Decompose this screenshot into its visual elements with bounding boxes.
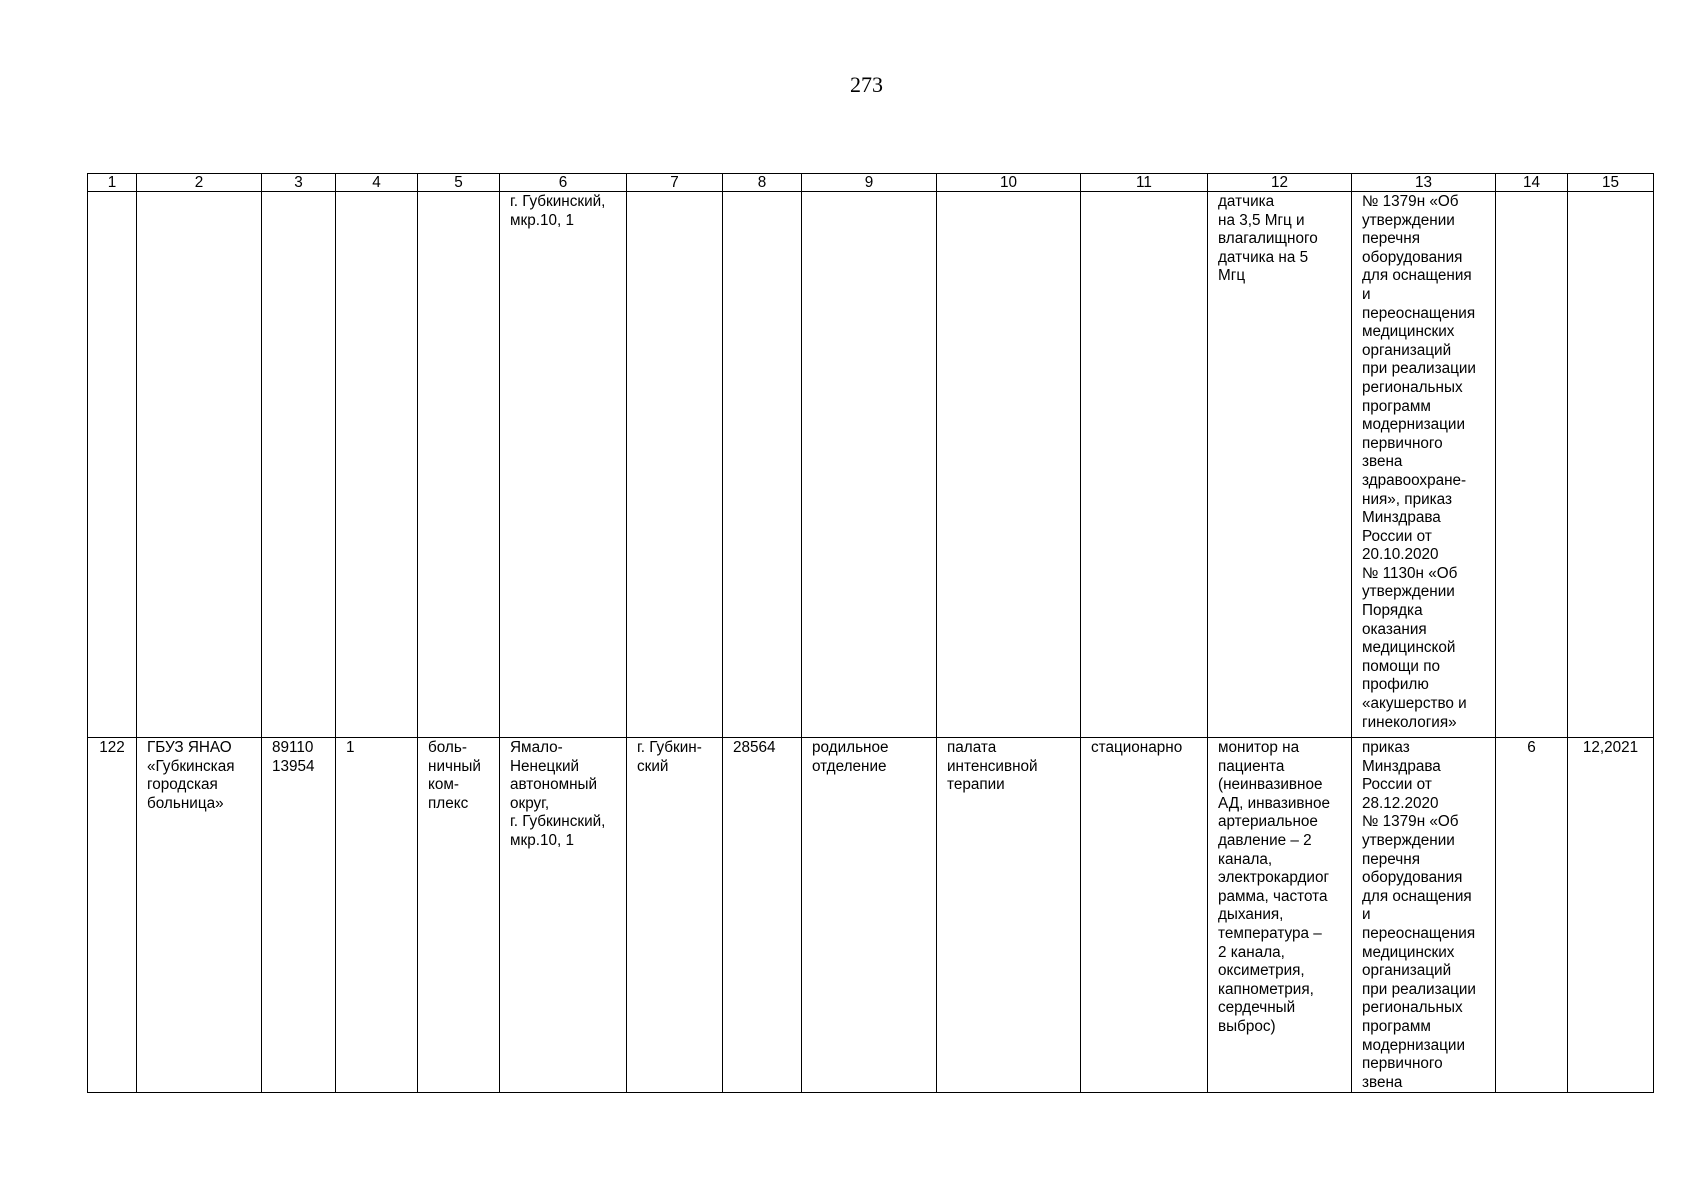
cell-department: родильное отделение xyxy=(802,738,937,1093)
cell-col8 xyxy=(723,192,802,738)
cell-equipment: датчика на 3,5 Мгц и влагалищного датчика на 5 Мгц xyxy=(1208,192,1352,738)
cell-room: палата интенсивной терапии xyxy=(937,738,1081,1093)
cell-department xyxy=(802,192,937,738)
column-header-1: 1 xyxy=(88,174,137,192)
cell-code xyxy=(262,192,336,738)
column-header-15: 15 xyxy=(1568,174,1654,192)
column-header-13: 13 xyxy=(1352,174,1496,192)
cell-building-type: боль- ничный ком- плекс xyxy=(418,738,500,1093)
cell-quantity xyxy=(1496,192,1568,738)
cell-col4: 1 xyxy=(336,738,418,1093)
column-header-11: 11 xyxy=(1081,174,1208,192)
cell-col8: 28564 xyxy=(723,738,802,1093)
table-row xyxy=(88,738,1654,1093)
cell-col4 xyxy=(336,192,418,738)
cell-regulation: приказ Минздрава России от 28.12.2020 № 1379н «Об утверждении перечня оборудования для оснащения и переоснащения медицинских организаций при реализации региональных программ модернизации первичного звена xyxy=(1352,738,1496,1093)
page-number: 273 xyxy=(850,72,883,97)
cell-number: 122 xyxy=(88,738,137,1093)
cell-organization: ГБУЗ ЯНАО «Губкинская городская больница» xyxy=(137,738,262,1093)
column-header-4: 4 xyxy=(336,174,418,192)
cell-room xyxy=(937,192,1081,738)
header-row xyxy=(88,174,1654,192)
cell-code: 89110 13954 xyxy=(262,738,336,1093)
cell-equipment: монитор на пациента (неинвазивное АД, инвазивное артериальное давление – 2 канала, электрокардиог рамма, частота дыхания, температура – 2 канала, оксиметрия, капнометрия, сердечный выброс) xyxy=(1208,738,1352,1093)
column-header-5: 5 xyxy=(418,174,500,192)
cell-organization xyxy=(137,192,262,738)
column-header-8: 8 xyxy=(723,174,802,192)
column-header-7: 7 xyxy=(627,174,723,192)
column-header-9: 9 xyxy=(802,174,937,192)
cell-building-type xyxy=(418,192,500,738)
column-header-12: 12 xyxy=(1208,174,1352,192)
cell-mode xyxy=(1081,192,1208,738)
column-header-10: 10 xyxy=(937,174,1081,192)
column-header-6: 6 xyxy=(500,174,627,192)
table-row-continuation xyxy=(88,192,1654,738)
cell-city xyxy=(627,192,723,738)
cell-city: г. Губкин- ский xyxy=(627,738,723,1093)
cell-date: 12,2021 xyxy=(1568,738,1654,1093)
cell-mode: стационарно xyxy=(1081,738,1208,1093)
column-header-2: 2 xyxy=(137,174,262,192)
cell-address: г. Губкинский, мкр.10, 1 xyxy=(500,192,627,738)
cell-address: Ямало- Ненецкий автономный округ, г. Губкинский, мкр.10, 1 xyxy=(500,738,627,1093)
column-header-3: 3 xyxy=(262,174,336,192)
cell-number xyxy=(88,192,137,738)
column-header-14: 14 xyxy=(1496,174,1568,192)
cell-date xyxy=(1568,192,1654,738)
equipment-table xyxy=(87,173,1654,1093)
cell-regulation: № 1379н «Об утверждении перечня оборудования для оснащения и переоснащения медицинских организаций при реализации региональных программ модернизации первичного звена здравоохране- ния», приказ Минздрава России от 20.10.2020 № 1130н «Об утверждении Порядка оказания медицинской помощи по профилю «акушерство и гинекология» xyxy=(1352,192,1496,738)
cell-quantity: 6 xyxy=(1496,738,1568,1093)
